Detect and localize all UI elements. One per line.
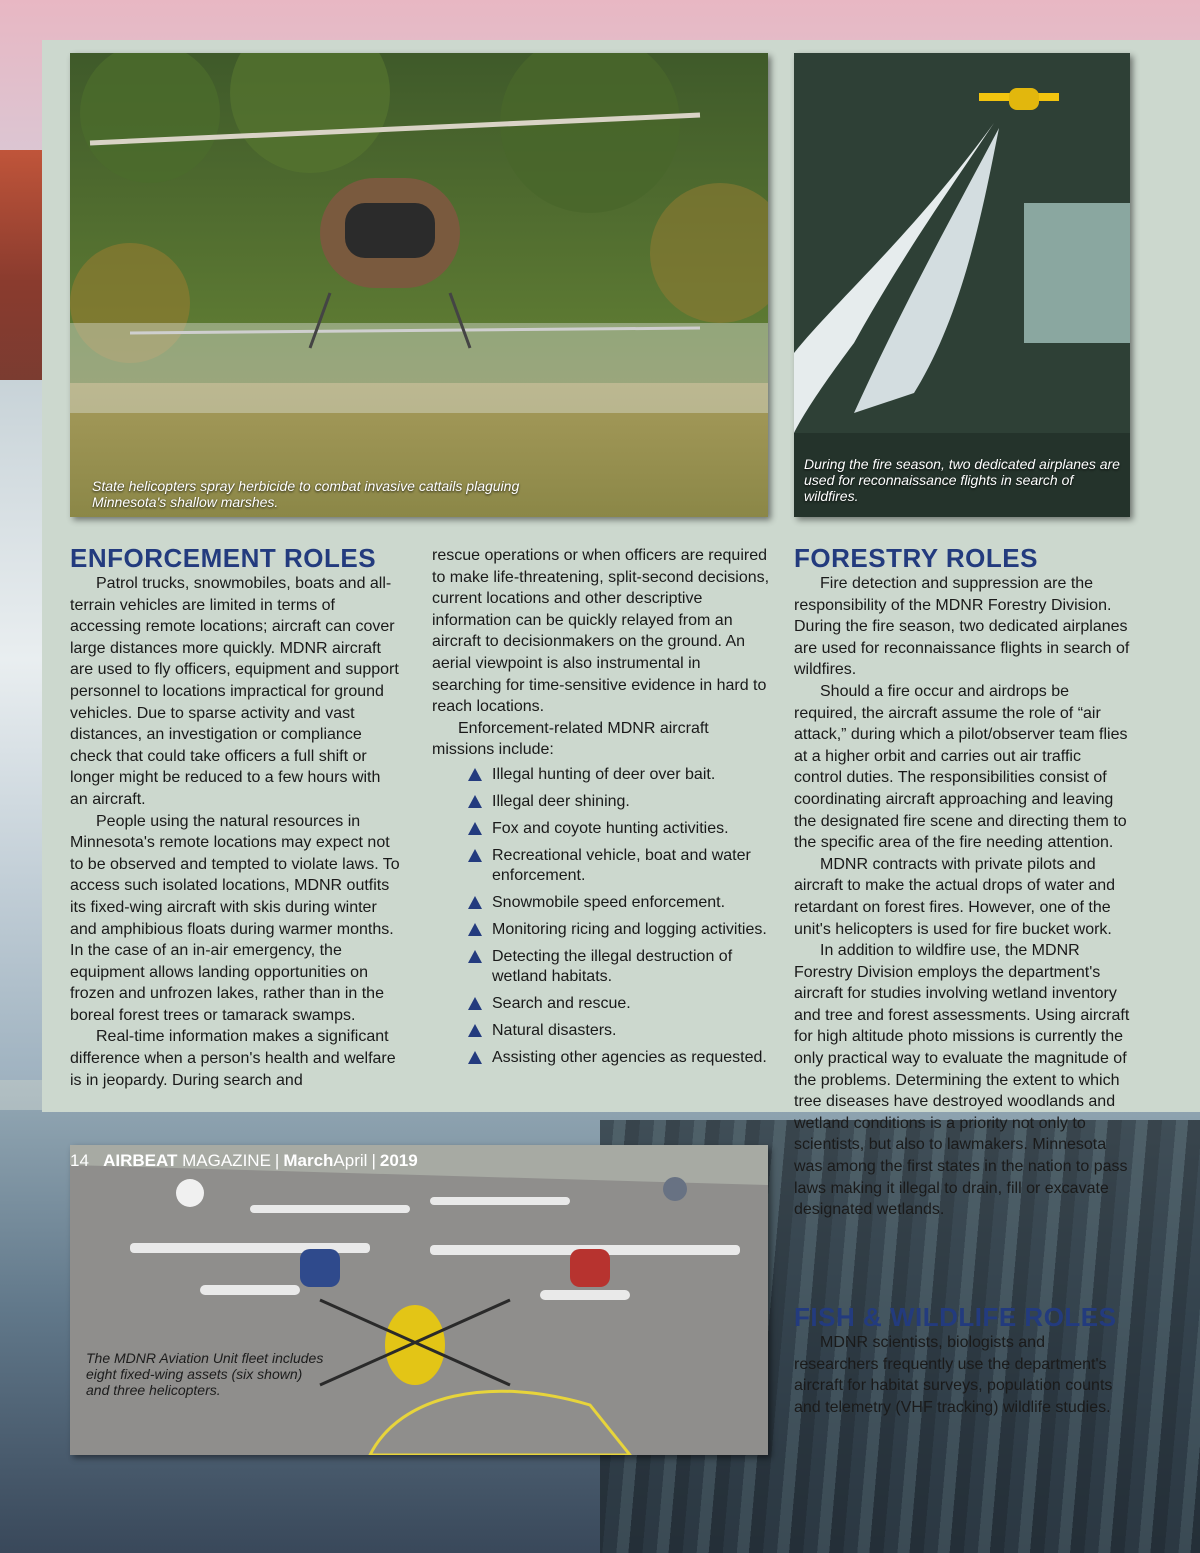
- enforcement-column-2: [432, 545, 770, 1075]
- list-item: Assisting other agencies as requested.: [432, 1048, 770, 1068]
- list-item: Illegal hunting of deer over bait.: [432, 765, 770, 785]
- enforcement-column-1: [70, 573, 400, 1091]
- triangle-bullet-icon: [468, 950, 482, 963]
- forestry-paragraph-3: MDNR contracts with private pilots and aircraft to make the actual drops of water and retardant on forest fires. However, one of the unit's helicopters is used for fire bucket work.: [794, 855, 1116, 938]
- forestry-paragraph-1: Fire detection and suppression are the responsibility of the MDNR Forestry Division. During the fire season, two dedicated airplanes are used for reconnaissance flights in search of wildfires.: [794, 575, 1130, 679]
- forestry-column: [794, 573, 1132, 1221]
- magazine-name-bold: AIRBEAT: [103, 1151, 178, 1170]
- helicopter-illustration: [70, 53, 768, 517]
- enforcement-paragraph-2: People using the natural resources in Minnesota's remote locations may expect not to be observed and tempted to violate laws. To access such isolated locations, MDNR outfits its fixed-wing aircraft with skis during winter and amphibious floats during warmer months. In the case of an in-air emergency, the equipment allows landing opportunities on frozen and unfrozen lakes, rather than in the boreal forest trees or tamarack swamps.: [70, 812, 400, 1024]
- enforcement-paragraph-3: Real-time information makes a significant difference when a person's health and welfare is in jeopardy. During search and: [70, 1028, 396, 1089]
- triangle-bullet-icon: [468, 822, 482, 835]
- helicopter-photo: [70, 53, 768, 517]
- page-footer: [70, 1151, 418, 1171]
- issue-month-bold: March: [283, 1151, 334, 1170]
- enforcement-paragraph-3-cont: rescue operations or when officers are required to make life-threatening, split-second decisions, current locations and other descriptive information can be quickly relayed from an aircraft to decisionmakers on the ground. An aerial viewpoint is also instrumental in searching for time-sensitive evidence in hard to reach locations.: [432, 547, 770, 716]
- triangle-bullet-icon: [468, 849, 482, 862]
- list-item: Fox and coyote hunting activities.: [432, 819, 770, 839]
- fire-plane-photo: [794, 53, 1130, 517]
- list-item: Snowmobile speed enforcement.: [432, 893, 770, 913]
- triangle-bullet-icon: [468, 1051, 482, 1064]
- list-item: Search and rescue.: [432, 994, 770, 1014]
- list-item: Monitoring ricing and logging activities.: [432, 920, 770, 940]
- wildlife-heading: FISH & WILDLIFE ROLES: [794, 1302, 1117, 1332]
- page-number: 14: [70, 1151, 89, 1170]
- triangle-bullet-icon: [468, 997, 482, 1010]
- background-fog-left: [0, 380, 42, 1080]
- issue-year: 2019: [379, 1151, 418, 1170]
- issue-month: April: [333, 1151, 368, 1170]
- footer-separator: |: [371, 1151, 376, 1170]
- list-item: Recreational vehicle, boat and water enforcement.: [432, 846, 770, 886]
- triangle-bullet-icon: [468, 1024, 482, 1037]
- forestry-paragraph-2: Should a fire occur and airdrops be required, the aircraft assume the role of “air attack,” during which a pilot/observer team flies at a higher orbit and carries out air traffic control duties. The responsibilities consist of coordinating aircraft approaching and leaving the designated fire scene and directing them to the specific area of the fire needing attention.: [794, 682, 1128, 852]
- wildlife-paragraph-1: MDNR scientists, biologists and researchers frequently use the department's aircraft for habitat surveys, population counts and telemetry (VHF tracking) wildlife studies.: [794, 1334, 1113, 1416]
- helicopter-caption: State helicopters spray herbicide to combat invasive cattails plaguing Minnesota's shallow marshes.: [92, 478, 520, 510]
- enforcement-paragraph-1: Patrol trucks, snowmobiles, boats and all-terrain vehicles are limited in terms of accessing remote locations; aircraft can cover large distances more quickly. MDNR aircraft are used to fly officers, equipment and support personnel to locations impractical for ground vehicles. Due to sparse activity and vast distances, an investigation or compliance check that could take officers a full shift or longer might be reduced to a few hours with an aircraft.: [70, 575, 399, 808]
- list-item: Illegal deer shining.: [432, 792, 770, 812]
- fleet-illustration: [70, 1145, 768, 1455]
- forestry-heading: FORESTRY ROLES: [794, 543, 1038, 573]
- list-item: Detecting the illegal destruction of wetland habitats.: [432, 947, 770, 987]
- triangle-bullet-icon: [468, 795, 482, 808]
- missions-list: [432, 765, 770, 1068]
- fire-plane-illustration: [794, 53, 1130, 517]
- footer-separator: |: [274, 1151, 280, 1170]
- magazine-name: MAGAZINE: [182, 1151, 271, 1170]
- enforcement-heading: ENFORCEMENT ROLES: [70, 543, 377, 573]
- fire-plane-caption: During the fire season, two dedicated airplanes are used for reconnaissance flights in search of wildfires.: [804, 456, 1120, 504]
- fleet-photo: [70, 1145, 768, 1455]
- triangle-bullet-icon: [468, 768, 482, 781]
- list-item: Natural disasters.: [432, 1021, 770, 1041]
- wildlife-column: [794, 1332, 1132, 1418]
- triangle-bullet-icon: [468, 896, 482, 909]
- triangle-bullet-icon: [468, 923, 482, 936]
- forestry-paragraph-4: In addition to wildfire use, the MDNR Forestry Division employs the department's aircraft for studies involving wetland inventory and tree and forest assessments. Using aircraft for high altitude photo missions is currently the only practical way to evaluate the magnitude of the problems. Determining the extent to which tree diseases have destroyed woodlands and wetland conditions is a priority not only to scientists, but also to lawmakers. Minnesota was among the first states in the nation to pass laws making it illegal to drain, fill or excavate designated wetlands.: [794, 942, 1130, 1219]
- fleet-caption: The MDNR Aviation Unit fleet includes eight fixed-wing assets (six shown) and three helicopters.: [86, 1350, 324, 1398]
- enforcement-paragraph-4: Enforcement-related MDNR aircraft missions include:: [432, 719, 709, 759]
